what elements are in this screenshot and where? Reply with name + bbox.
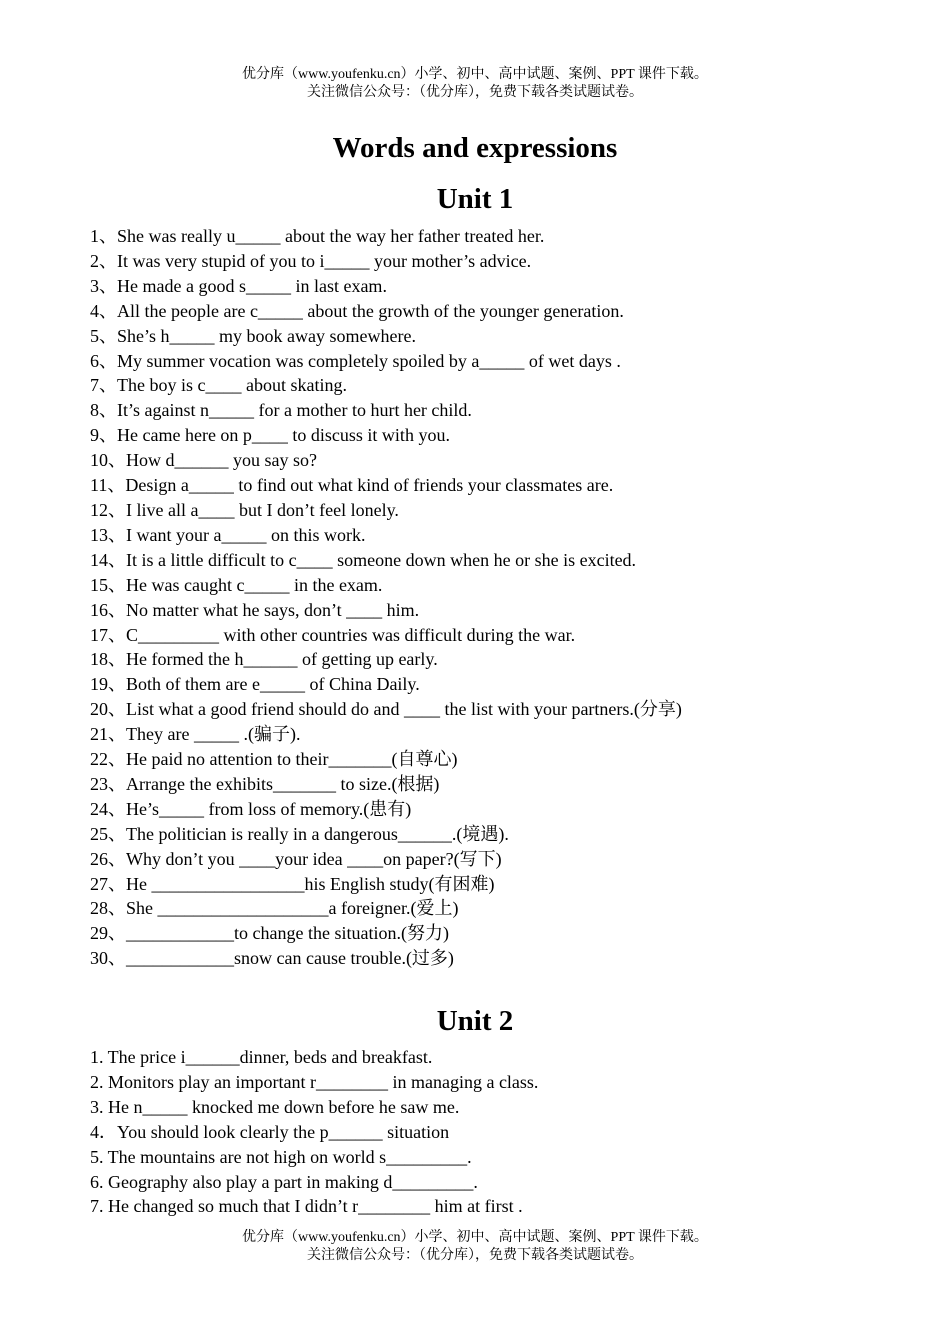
page-footer [0,1229,950,1265]
exercise-item: 4．You should look clearly the p______ situation [90,1121,450,1142]
unit-2-title: Unit 2 [436,1005,514,1037]
exercise-item: 27、He _________________his English study(有困难) [90,873,495,894]
exercise-item: 12、I live all a____ but I don’t feel lonely. [90,499,399,520]
exercise-item: 2、It was very stupid of you to i_____ your mother’s advice. [90,250,532,271]
exercise-item: 22、He paid no attention to their_______(自尊心) [90,749,458,770]
footer-line-1: 优分库（www.youfenku.cn）小学、初中、高中试题、案例、PPT 课件下载。 [242,1230,708,1245]
exercise-item: 2. Monitors play an important r________ in managing a class. [90,1071,539,1092]
exercise-item: 18、He formed the h______ of getting up early. [90,649,438,670]
exercise-item: 1. The price i______dinner, beds and breakfast. [90,1047,433,1067]
header-line-1: 优分库（www.youfenku.cn）小学、初中、高中试题、案例、PPT 课件下载。 [242,67,708,82]
exercise-item: 1、She was really u_____ about the way her father treated her. [90,226,545,246]
exercise-item: 17、C_________ with other countries was difficult during the war. [90,624,576,645]
exercise-item: 3、He made a good s_____ in last exam. [90,275,387,296]
exercise-item: 10、How d______ you say so? [90,450,317,471]
exercise-item: 24、He’s_____ from loss of memory.(患有) [90,798,412,819]
document-title: Words and expressions [332,132,618,164]
exercise-item: 6、My summer vocation was completely spoiled by a_____ of wet days . [90,350,621,371]
exercise-item: 26、Why don’t you ____your idea ____on paper?(写下) [90,848,502,869]
exercise-item: 25、The politician is really in a dangerous______.(境遇). [90,823,509,844]
exercise-item: 11、Design a_____ to find out what kind of friends your classmates are. [90,475,614,496]
exercise-item: 5、She’s h_____ my book away somewhere. [90,325,416,346]
exercise-item: 3. He n_____ knocked me down before he saw me. [90,1096,460,1117]
exercise-item: 7. He changed so much that I didn’t r________ him at first . [90,1196,523,1217]
exercise-item: 23、Arrange the exhibits_______ to size.(根据) [90,773,440,794]
exercise-item: 19、Both of them are e_____ of China Daily. [90,674,420,695]
exercise-item: 13、I want your a_____ on this work. [90,524,366,545]
exercise-item: 28、She ___________________a foreigner.(爱上) [90,898,459,919]
exercise-item: 20、List what a good friend should do and ____ the list with your partners.(分享) [90,699,682,720]
exercise-item: 8、It’s against n_____ for a mother to hurt her child. [90,400,472,421]
exercise-item: 29、____________to change the situation.(努力) [90,923,449,944]
exercise-item: 15、He was caught c_____ in the exam. [90,574,383,595]
exercise-item: 14、It is a little difficult to c____ someone down when he or she is excited. [90,549,637,570]
exercise-item: 4、All the people are c_____ about the growth of the younger generation. [90,300,624,321]
exercise-item: 6. Geography also play a part in making d_________. [90,1171,478,1192]
unit-2-exercise-list [90,1045,890,1219]
exercise-item: 16、No matter what he says, don’t ____ him. [90,599,420,620]
unit-1-title: Unit 1 [436,183,514,215]
page-header [0,66,950,102]
unit-1-exercise-list [90,224,890,971]
header-line-2: 关注微信公众号：（优分库），免费下载各类试题试卷。 [307,85,643,100]
exercise-item: 9、He came here on p____ to discuss it with you. [90,425,450,446]
footer-line-2: 关注微信公众号：（优分库），免费下载各类试题试卷。 [307,1248,643,1263]
exercise-item: 7、The boy is c____ about skating. [90,375,347,396]
exercise-item: 21、They are _____ .(骗子). [90,724,301,745]
exercise-item: 30、____________snow can cause trouble.(过多) [90,948,454,969]
exercise-item: 5. The mountains are not high on world s_________. [90,1146,472,1167]
